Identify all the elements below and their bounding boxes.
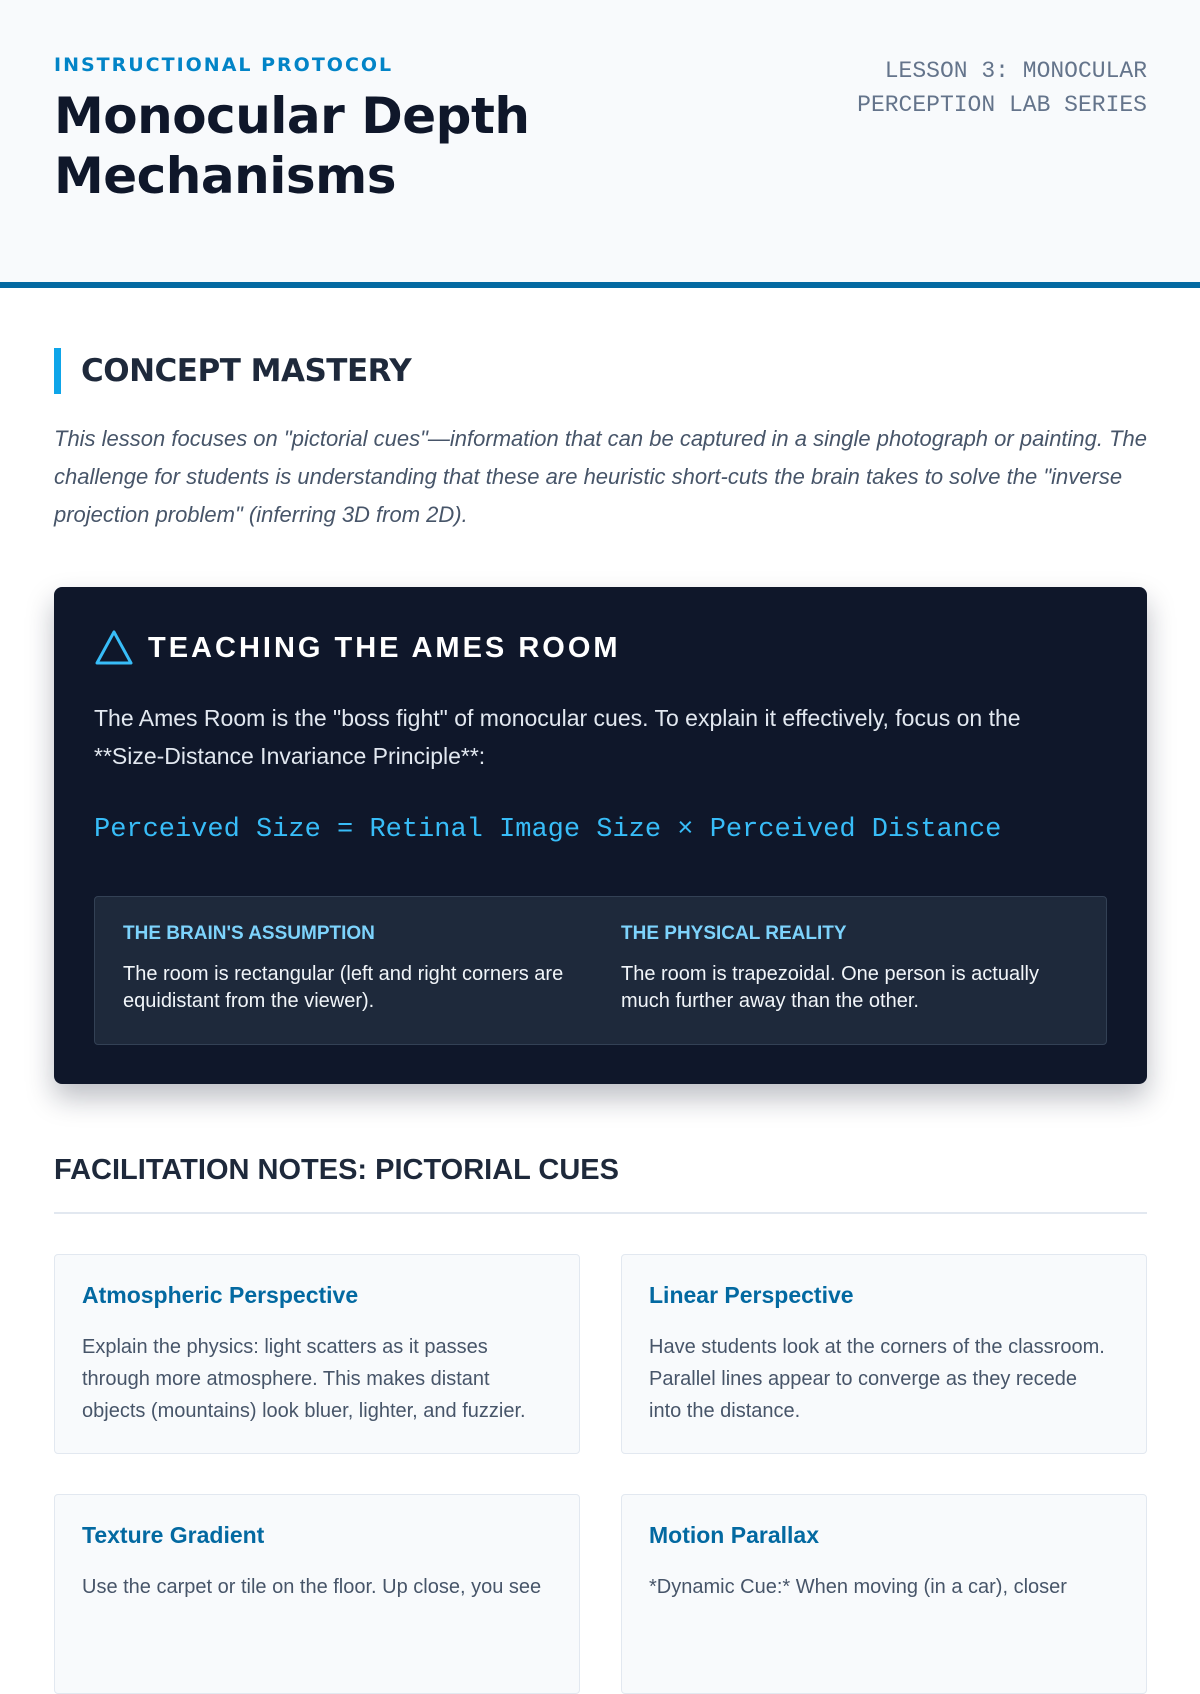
note-title: Texture Gradient xyxy=(82,1522,265,1548)
assumption-label: THE BRAIN'S ASSUMPTION xyxy=(123,923,375,944)
reality-text: The room is trapezoidal. One person is actually much further away than the other. xyxy=(621,963,1039,1012)
assumption-text: The room is rectangular (left and right corners are equidistant from the viewer). xyxy=(123,963,564,1012)
note-title: Linear Perspective xyxy=(649,1282,854,1308)
eyebrow-label: INSTRUCTIONAL PROTOCOL xyxy=(54,54,394,76)
facilitation-notes-heading: FACILITATION NOTES: PICTORIAL CUES xyxy=(54,1154,1147,1214)
note-text: *Dynamic Cue:* When moving (in a car), closer xyxy=(649,1576,1067,1598)
assumption-reality-panel xyxy=(94,896,1107,1045)
ames-room-header xyxy=(94,629,621,667)
ames-room-title: TEACHING THE AMES ROOM xyxy=(148,631,621,664)
note-card-linear-perspective xyxy=(621,1254,1147,1454)
physical-reality-column xyxy=(621,923,1081,1015)
warning-triangle-icon xyxy=(94,629,134,667)
note-text: Use the carpet or tile on the floor. Up close, you see xyxy=(82,1576,542,1598)
note-card-motion-parallax xyxy=(621,1494,1147,1694)
note-title: Atmospheric Perspective xyxy=(82,1282,359,1308)
brain-assumption-column xyxy=(123,923,583,1015)
lesson-tag: LESSON 3: MONOCULAR PERCEPTION LAB SERIES xyxy=(857,58,1147,118)
ames-room-card xyxy=(54,587,1147,1084)
page-header xyxy=(0,0,1200,288)
ames-room-description: The Ames Room is the "boss fight" of monocular cues. To explain it effectively, focus on the **Size-Distance Invariance Principle**: xyxy=(94,705,1021,769)
page-title: Monocular Depth Mechanisms xyxy=(54,87,530,205)
reality-label: THE PHYSICAL REALITY xyxy=(621,923,847,944)
note-card-texture-gradient xyxy=(54,1494,580,1694)
size-distance-formula: Perceived Size = Retinal Image Size × Perceived Distance xyxy=(94,815,1002,845)
concept-intro: This lesson focuses on "pictorial cues"—information that can be captured in a single photograph or painting. The challenge for students is understanding that these are heuristic short-cuts the brain takes to solve the "inverse projection problem" (inferring 3D from 2D). xyxy=(54,426,1148,527)
note-text: Have students look at the corners of the classroom. Parallel lines appear to converge as they recede into the distance. xyxy=(649,1336,1105,1422)
concept-mastery-heading: CONCEPT MASTERY xyxy=(54,348,411,394)
note-text: Explain the physics: light scatters as it passes through more atmosphere. This makes distant objects (mountains) look bluer, lighter, and fuzzier. xyxy=(82,1336,526,1422)
note-title: Motion Parallax xyxy=(649,1522,819,1548)
note-card-atmospheric-perspective xyxy=(54,1254,580,1454)
